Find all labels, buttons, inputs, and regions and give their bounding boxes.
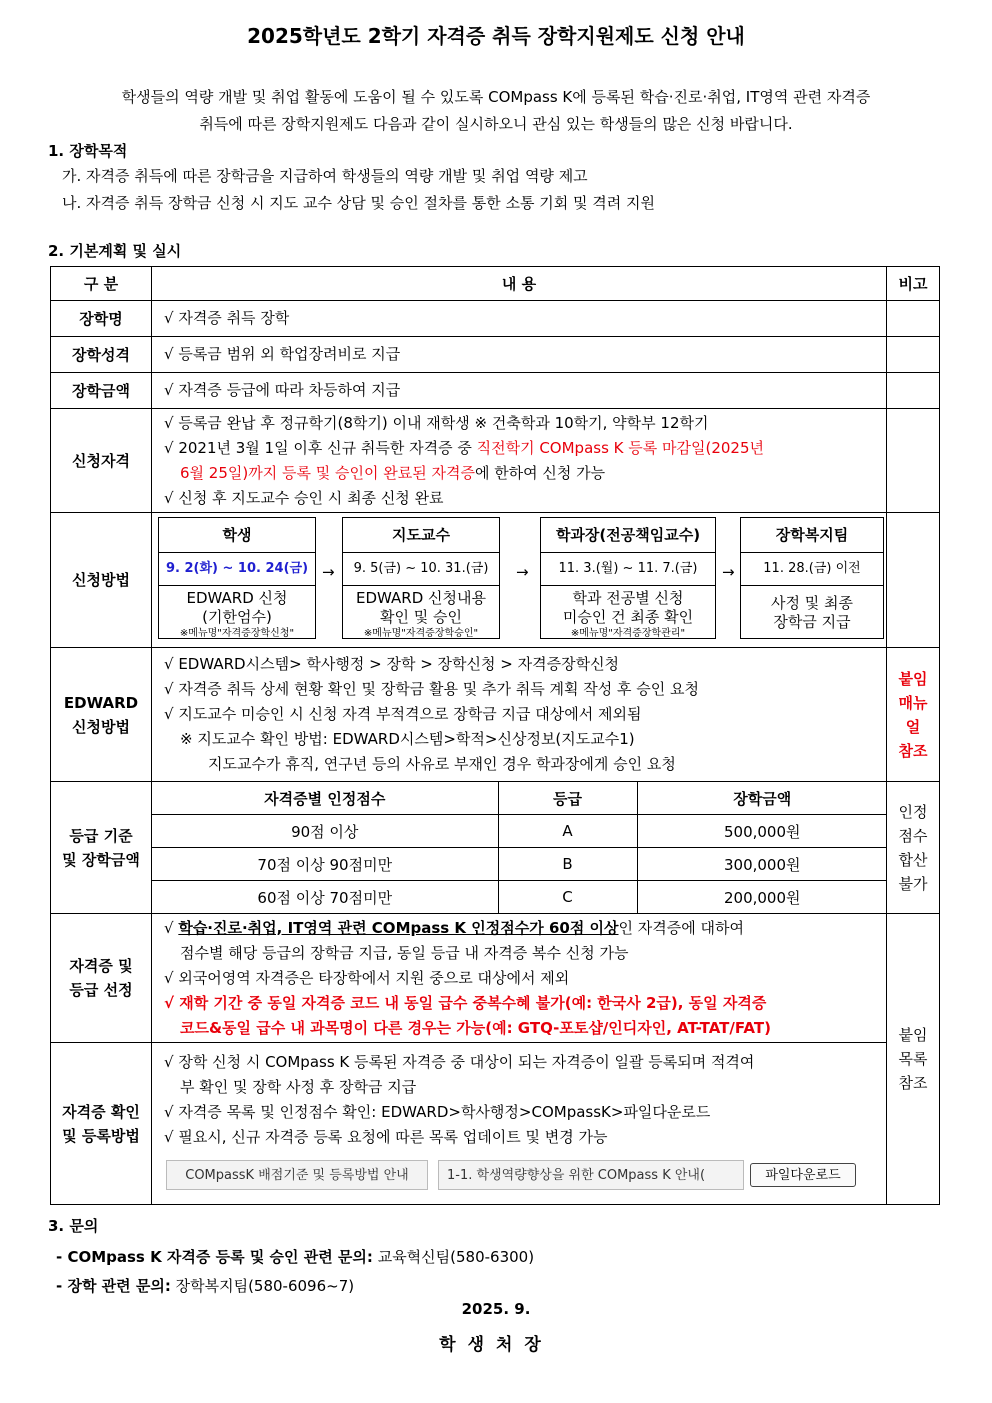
row-note-points [887, 782, 940, 914]
flow-step-desc-line: 사정 및 최종 [771, 594, 853, 612]
section1-item-1: 가. 자격증 취득에 따른 장학금을 지급하여 학생들의 역량 개발 및 취업 역량 제고 [62, 167, 588, 185]
grade-level: C [498, 881, 637, 914]
eligibility-line-1: √ 등록금 완납 후 정규학기(8학기) 이내 재학생 ※ 건축학과 10학기, 약학부 12학기 [164, 413, 709, 432]
contact-scholarship [56, 1275, 354, 1296]
header-note: 비고 [887, 267, 940, 301]
flow-step-date: 11. 3.(월) ~ 11. 7.(금) [541, 553, 715, 586]
row-note [887, 301, 940, 337]
intro-line-1: 학생들의 역량 개발 및 취업 활동에 도움이 될 수 있도록 COMpass K에 등록된 학습·진로·취업, IT영역 관련 자격증 [121, 88, 871, 106]
flow-step-menu: ※메뉴명"자격증장학승인" [363, 628, 479, 639]
registration-line-1: √ 장학 신청 시 COMpass K 등록된 자격증 중 대상이 되는 자격증이 일괄 등록되며 적격여 [164, 1052, 755, 1071]
arrow-right-icon: → [322, 563, 335, 581]
grade-score: 70점 이상 90점미만 [152, 848, 498, 881]
contact-scholarship-label: - 장학 관련 문의: [56, 1277, 171, 1295]
row-label [51, 782, 152, 914]
flow-step-desc-line: EDWARD 신청내용 [355, 589, 486, 607]
process-flow [152, 513, 886, 647]
issue-date: 2025. 9. [461, 1300, 531, 1318]
flow-step-desc [541, 586, 715, 640]
section2-heading: 2. 기본계획 및 실시 [48, 242, 182, 260]
arrow-right-icon: → [722, 563, 735, 581]
note-line: 붙임 [898, 669, 928, 688]
row-application-method [51, 513, 940, 648]
intro-paragraph [40, 84, 952, 138]
intro-line-2: 취득에 따른 장학지원제도 다음과 같이 실시하오니 관심 있는 학생들의 많은 신청 바랍니다. [199, 115, 793, 133]
row-label [51, 1043, 152, 1205]
selection-line-1: √ 학습·진로·취업, IT영역 관련 COMpass K 인정점수가 60점 이상인 자격증에 대하여 [164, 918, 744, 937]
plan-table [50, 266, 940, 1205]
row-note [887, 337, 940, 373]
grade-table-header [152, 782, 887, 815]
flow-step-desc [343, 586, 499, 640]
eligibility-line-2-text: √ 2021년 3월 1일 이후 신규 취득한 자격증 중 [164, 438, 477, 457]
file-name-field-1: COMpassK 배점기준 및 등록방법 안내 [166, 1160, 428, 1190]
eligibility-line-3-text: 에 한하여 신청 가능 [474, 463, 606, 482]
flow-step-menu: ※메뉴명"자격증장학신청" [179, 628, 295, 639]
registration-line-2: 부 확인 및 장학 사정 후 장학금 지급 [180, 1077, 417, 1096]
grade-amount: 500,000원 [637, 815, 887, 848]
flow-step-student [158, 517, 316, 639]
flow-step-date: 11. 28.(금) 이전 [741, 553, 883, 586]
flow-step-desc-line: 미승인 건 최종 확인 [562, 608, 694, 626]
row-grade-criteria [51, 782, 940, 914]
file-name-field-2: 1-1. 학생역량향상을 위한 COMpass K 안내( [438, 1160, 744, 1190]
row-content [152, 782, 887, 914]
row-scholarship-name [51, 301, 940, 337]
selection-line-1-text: 인 자격증에 대하여 [618, 918, 744, 937]
grade-header-grade: 등급 [498, 782, 637, 815]
row-scholarship-nature [51, 337, 940, 373]
grade-amount: 200,000원 [637, 881, 887, 914]
edward-line-2: √ 자격증 취득 상세 현황 확인 및 장학금 활용 및 추가 취득 계획 작성 후 승인 요청 [164, 680, 700, 698]
edward-line-5: 지도교수가 휴직, 연구년 등의 사유로 부재인 경우 학과장에게 승인 요청 [208, 755, 676, 773]
row-label-line: 자격증 확인 [62, 1102, 140, 1121]
eligibility-deadline-text: 직전학기 COMpass K 등록 마감일(2025년 [476, 438, 764, 457]
row-content: √ 자격증 취득 장학 [152, 301, 887, 337]
row-content: √ 등록금 범위 외 학업장려비로 지급 [152, 337, 887, 373]
flow-step-title: 장학복지팀 [741, 518, 883, 553]
table-row [152, 881, 887, 914]
selection-line-3: √ 외국어영역 자격증은 타장학에서 지원 중으로 대상에서 제외 [164, 968, 570, 987]
flow-step-desc-line: 학과 전공별 신청 [572, 589, 684, 607]
row-label [51, 914, 152, 1043]
grade-header-score: 자격증별 인정점수 [264, 789, 386, 808]
row-content: √ 자격증 등급에 따라 차등하여 지급 [152, 373, 887, 409]
row-label-line: 등급 선정 [69, 981, 133, 999]
grade-table [152, 782, 887, 913]
note-line: 참조 [898, 741, 928, 760]
header-content: 내 용 [152, 267, 887, 301]
row-label-line: 신청방법 [72, 717, 130, 736]
note-line: 합산 [898, 850, 928, 869]
flow-step-desc-line: (기한엄수) [202, 608, 272, 626]
note-line: 참조 [898, 1074, 928, 1092]
grade-score: 90점 이상 [152, 815, 498, 848]
file-download-button[interactable]: 파일다운로드 [750, 1163, 856, 1187]
table-header-row [51, 267, 940, 301]
row-label-line: 등급 기준 [69, 826, 133, 845]
row-content [152, 1043, 887, 1205]
row-content [152, 409, 887, 513]
file-attachment-bar [164, 1160, 886, 1190]
row-label-line: 및 장학금액 [62, 850, 140, 869]
eligibility-deadline-text-2: 6월 25일)까지 등록 및 승인이 완료된 자격증 [180, 463, 475, 482]
note-line: 점수 [898, 826, 928, 845]
note-line: 인정 [898, 802, 928, 821]
grade-header-amount: 장학금액 [637, 782, 887, 815]
row-label: 신청방법 [51, 513, 152, 648]
section3-heading: 3. 문의 [48, 1217, 99, 1235]
eligibility-line-2 [164, 436, 886, 461]
flow-step-date: 9. 2(화) ~ 10. 24(금) [159, 553, 315, 586]
flow-step-menu: ※메뉴명"자격증장학관리" [570, 628, 686, 639]
flow-step-desc [159, 586, 315, 640]
registration-line-3: √ 자격증 목록 및 인정점수 확인: EDWARD>학사행정>COMpassK>파일다운로드 [164, 1102, 711, 1121]
row-label: 장학금액 [51, 373, 152, 409]
row-label: 장학성격 [51, 337, 152, 373]
row-label: 신청자격 [51, 409, 152, 513]
flow-step-scholarship-team [740, 517, 884, 639]
table-row [152, 848, 887, 881]
row-edward-method [51, 648, 940, 782]
flow-step-desc-line: 장학금 지급 [773, 613, 851, 631]
row-certificate-registration [51, 1043, 940, 1205]
selection-line-4: √ 재학 기간 중 동일 자격증 코드 내 동일 급수 중복수혜 불가(예: 한국사 2급), 동일 자격증 [164, 993, 767, 1012]
row-label-line: 자격증 및 [69, 957, 133, 975]
selection-line-5: 코드&동일 급수 내 과목명이 다른 경우는 가능(예: GTQ-포토샵/인디자인, AT-TAT/FAT) [180, 1018, 771, 1037]
row-label [51, 648, 152, 782]
row-content [152, 513, 887, 648]
row-eligibility [51, 409, 940, 513]
row-label: 장학명 [51, 301, 152, 337]
page-title: 2025학년도 2학기 자격증 취득 장학지원제도 신청 안내 [247, 24, 745, 48]
flow-step-date: 9. 5(금) ~ 10. 31.(금) [343, 553, 499, 586]
edward-line-4: ※ 지도교수 확인 방법: EDWARD시스템>학적>신상정보(지도교수1) [180, 730, 635, 748]
note-line: 붙임 [898, 1026, 928, 1044]
contact-compass-label: - COMpass K 자격증 등록 및 승인 관련 문의: [56, 1248, 373, 1266]
selection-line-2: 점수별 해당 등급의 장학금 지급, 동일 등급 내 자격증 복수 신청 가능 [180, 943, 629, 962]
section1-heading: 1. 장학목적 [48, 142, 128, 160]
eligibility-line-3 [164, 461, 886, 486]
note-line: 매뉴 [898, 693, 928, 712]
grade-level: A [498, 815, 637, 848]
flow-step-desc-line: EDWARD 신청 [186, 589, 288, 607]
arrow-right-icon: → [516, 563, 529, 581]
flow-step-desc [741, 586, 883, 632]
grade-amount: 300,000원 [637, 848, 887, 881]
row-note-manual [887, 648, 940, 782]
contact-scholarship-value: 장학복지팀(580-6096~7) [175, 1277, 355, 1295]
row-content [152, 648, 887, 782]
row-label-line: EDWARD [63, 693, 139, 712]
row-note [887, 513, 940, 648]
row-content [152, 914, 887, 1043]
flow-step-title: 지도교수 [343, 518, 499, 553]
edward-line-1: √ EDWARD시스템> 학사행정 > 장학 > 장학신청 > 자격증장학신청 [164, 655, 620, 673]
flow-step-department-head [540, 517, 716, 639]
section1-item-2: 나. 자격증 취득 장학금 신청 시 지도 교수 상담 및 승인 절차를 통한 소통 기회 및 격려 지원 [62, 194, 655, 212]
note-line: 불가 [898, 874, 928, 893]
note-line: 목록 [898, 1050, 928, 1068]
contact-compass [56, 1246, 534, 1267]
issuer-signature: 학생처장 [439, 1335, 553, 1355]
row-scholarship-amount [51, 373, 940, 409]
selection-line-1-emph: 학습·진로·취업, IT영역 관련 COMpass K 인정점수가 60점 이상 [178, 918, 619, 937]
row-note [887, 373, 940, 409]
flow-step-advisor [342, 517, 500, 639]
flow-step-title: 학생 [159, 518, 315, 553]
edward-line-3: √ 지도교수 미승인 시 신청 자격 부적격으로 장학금 지급 대상에서 제외됨 [164, 705, 642, 723]
table-row [152, 815, 887, 848]
registration-line-4: √ 필요시, 신규 자격증 등록 요청에 따른 목록 업데이트 및 변경 가능 [164, 1127, 608, 1146]
row-label-line: 및 등록방법 [62, 1126, 140, 1145]
row-note [887, 409, 940, 513]
note-line: 얼 [905, 717, 921, 736]
header-category: 구 분 [51, 267, 152, 301]
row-certificate-selection [51, 914, 940, 1043]
flow-step-desc-line: 확인 및 승인 [380, 608, 462, 626]
eligibility-line-4: √ 신청 후 지도교수 승인 시 최종 신청 완료 [164, 488, 444, 507]
flow-step-title: 학과장(전공책임교수) [541, 518, 715, 553]
contact-compass-value: 교육혁신팀(580-6300) [377, 1248, 535, 1266]
row-note-list [887, 914, 940, 1205]
grade-score: 60점 이상 70점미만 [152, 881, 498, 914]
grade-level: B [498, 848, 637, 881]
